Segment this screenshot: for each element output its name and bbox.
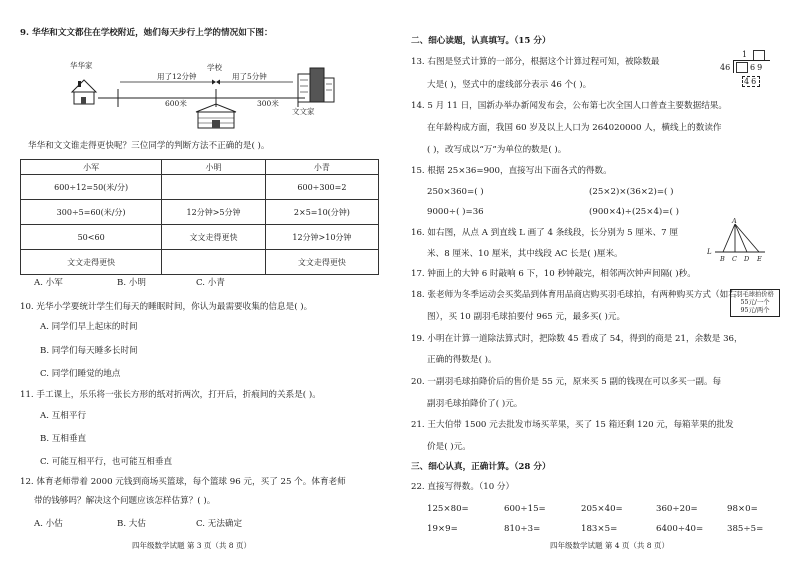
table-cell: 300÷5=60(米/分) xyxy=(21,200,162,225)
q9-option-a[interactable]: A. 小军 xyxy=(34,278,63,288)
q15-stem: 15. 根据 25×36=900，直接写出下面各式的得数。 xyxy=(411,166,612,176)
q20-line1: 20. 一副羽毛球拍降价后的售价是 55 元，原来买 5 副的钱现在可以多买一副。每 xyxy=(411,377,722,387)
table-cell: 文文走得更快 xyxy=(21,250,162,275)
divisor: 46 xyxy=(720,63,731,72)
table-header: 小明 xyxy=(162,160,266,175)
table-header: 小军 xyxy=(21,160,162,175)
q11-option-b[interactable]: B. 互相垂直 xyxy=(40,434,87,444)
q9-stem: 9. 华华和文文都住在学校附近，她们每天步行上学的情况如下图： xyxy=(20,28,273,38)
table-cell: 600÷12=50(米/分) xyxy=(21,175,162,200)
q22-item[interactable]: 6400÷40= xyxy=(656,524,704,534)
huahua-house-icon xyxy=(72,80,96,104)
q12-option-b[interactable]: B. 大估 xyxy=(117,519,146,529)
q22-item[interactable]: 600÷15= xyxy=(504,504,546,514)
table-cell: 文文走得更快 xyxy=(162,225,266,250)
q15-item[interactable]: 9000÷( )=36 xyxy=(427,207,484,217)
quotient-digit: 1 xyxy=(742,50,748,59)
q21-line2: 价是( )元。 xyxy=(427,442,471,452)
q22-item[interactable]: 125×80= xyxy=(427,504,469,514)
label-b: B xyxy=(720,255,725,262)
dividend-blank-box[interactable] xyxy=(736,62,748,73)
q9-question: 华华和文文谁走得更快呢？三位同学的判断方法不正确的是( )。 xyxy=(28,141,270,151)
q18-line2: 图），买 10 副羽毛球拍要付 965 元，最多买( )元。 xyxy=(427,312,626,322)
q22-item[interactable]: 810÷3= xyxy=(504,524,541,534)
table-cell: 600÷300=2 xyxy=(265,175,378,200)
q14-line3: ( )，改写成以“万”为单位的数是( )。 xyxy=(427,145,567,155)
table-cell xyxy=(162,175,266,200)
q12-stem-line2: 带的钱够吗？解决这个问题应该怎样估算？( )。 xyxy=(34,496,216,506)
q15-item[interactable]: (900×4)÷(25×4)=( ) xyxy=(589,207,679,217)
label-d: D xyxy=(744,255,750,262)
q21-line1: 21. 王大伯带 1500 元去批发市场买苹果，买了 15 箱还剩 120 元，每箱苹果的批发 xyxy=(411,420,734,430)
table-cell xyxy=(162,250,266,275)
subtract-value: 46 xyxy=(744,77,759,86)
section3-title: 三、细心认真，正确计算。（28 分） xyxy=(411,462,551,472)
q9-route-diagram xyxy=(0,60,397,130)
q14-line1: 14. 5 月 11 日，国新办举办新闻发布会，公布第七次全国人口普查主要数据结果。 xyxy=(411,101,727,111)
table-cell: 文文走得更快 xyxy=(265,250,378,275)
q16-point-line-figure xyxy=(707,218,769,262)
dividend: 69 xyxy=(750,63,765,72)
table-cell: 50<60 xyxy=(21,225,162,250)
school-building-icon xyxy=(196,104,236,128)
q9-option-c[interactable]: C. 小青 xyxy=(196,278,225,288)
table-row xyxy=(21,200,379,225)
q12-option-a[interactable]: A. 小估 xyxy=(34,519,63,529)
wenwen-buildings-icon xyxy=(298,68,334,102)
q10-option-c[interactable]: C. 同学们睡觉的地点 xyxy=(40,369,121,379)
q11-option-c[interactable]: C. 可能互相平行，也可能互相垂直 xyxy=(40,457,173,467)
right-page xyxy=(397,0,794,561)
label-c: C xyxy=(732,255,737,262)
page-footer-left: 四年级数学试题 第 3 页（共 8 页） xyxy=(132,541,251,550)
q12-stem-line1: 12. 体育老师带着 2000 元钱到商场买篮球，每个篮球 96 元，买了 25 个。体育老师 xyxy=(20,477,346,487)
table-row xyxy=(21,250,379,275)
q12-option-c[interactable]: C. 无法确定 xyxy=(196,519,243,529)
price-card-line: 55元/一个 xyxy=(740,299,770,306)
q13-division-figure xyxy=(720,47,780,97)
q22-item[interactable]: 183×5= xyxy=(581,524,618,534)
label-e: E xyxy=(757,255,762,262)
dist1-label: 600米 xyxy=(165,99,187,108)
page-footer-right: 四年级数学试题 第 4 页（共 8 页） xyxy=(550,541,669,550)
table-row xyxy=(21,175,379,200)
q19-line1: 19. 小明在计算一道除法算式时，把除数 45 看成了 54，得到的商是 21，余数是 36， xyxy=(411,334,743,344)
q11-stem: 11. 手工课上，乐乐将一张长方形的纸对折两次，打开后，折痕间的关系是( )。 xyxy=(20,390,321,400)
q22-item[interactable]: 19×9= xyxy=(427,524,458,534)
dist2-label: 300米 xyxy=(257,99,279,108)
table-cell: 12分钟>5分钟 xyxy=(162,200,266,225)
table-cell: 2×5=10(分钟) xyxy=(265,200,378,225)
q15-item[interactable]: (25×2)×(36×2)=( ) xyxy=(589,187,674,197)
q19-line2: 正确的得数是( )。 xyxy=(427,355,497,365)
q9-judgement-table xyxy=(20,159,379,275)
time2-label: 用了5分钟 xyxy=(232,72,267,81)
label-a: A xyxy=(732,218,737,225)
q22-item[interactable]: 205×40= xyxy=(581,504,623,514)
q10-option-a[interactable]: A. 同学们早上起床的时间 xyxy=(40,322,138,332)
q10-option-b[interactable]: B. 同学们每天睡多长时间 xyxy=(40,346,138,356)
q9-option-b[interactable]: B. 小明 xyxy=(117,278,146,288)
q13-line1: 13. 右图是竖式计算的一部分，根据这个计算过程可知，被除数最 xyxy=(411,57,660,67)
q13-line2: 大是( )，竖式中的虚线部分表示 46 个( )。 xyxy=(427,80,592,90)
q18-price-card xyxy=(730,289,780,317)
wenwen-home-label: 文文家 xyxy=(292,107,315,116)
section2-title: 二、细心读题，认真填写。（15 分） xyxy=(411,36,551,46)
table-header: 小青 xyxy=(265,160,378,175)
q11-option-a[interactable]: A. 互相平行 xyxy=(40,411,87,421)
price-card-title: 羽毛球拍价格 xyxy=(736,291,774,298)
q17-text: 17. 钟面上的大钟 6 时敲响 6 下，10 秒钟敲完，相邻两次钟声间隔( )秒。 xyxy=(411,269,696,279)
q16-line2: 米、8 厘米、10 厘米，其中线段 AC 长是( )厘米。 xyxy=(427,249,623,259)
huahua-home-label: 华华家 xyxy=(70,61,93,70)
q20-line2: 副羽毛球拍降价了( )元。 xyxy=(427,399,523,409)
q22-item[interactable]: 360÷20= xyxy=(656,504,698,514)
label-l: L xyxy=(707,248,712,256)
q14-line2: 在年龄构成方面，我国 60 岁及以上人口为 264020000 人，横线上的数读作 xyxy=(427,123,722,133)
q10-stem: 10. 光华小学要统计学生们每天的睡眠时间，你认为最需要收集的信息是( )。 xyxy=(20,302,313,312)
q22-item[interactable]: 385÷5= xyxy=(727,524,764,534)
time1-label: 用了12分钟 xyxy=(157,72,197,81)
q22-item[interactable]: 98×0= xyxy=(727,504,758,514)
price-card-line: 95元/两个 xyxy=(740,307,770,314)
q18-line1: 18. 张老师为冬季运动会买奖品到体育用品商店购买羽毛球拍，有两种购买方式（如右 xyxy=(411,290,737,300)
table-row xyxy=(21,225,379,250)
q16-line1: 16. 如右图，从点 A 到直线 L 画了 4 条线段，长分别为 5 厘米、7 厘 xyxy=(411,228,678,238)
table-cell: 12分钟>10分钟 xyxy=(265,225,378,250)
q15-item[interactable]: 250×360=( ) xyxy=(427,187,484,197)
q22-stem: 22. 直接写得数。（10 分） xyxy=(411,482,515,492)
school-label: 学校 xyxy=(207,63,222,72)
